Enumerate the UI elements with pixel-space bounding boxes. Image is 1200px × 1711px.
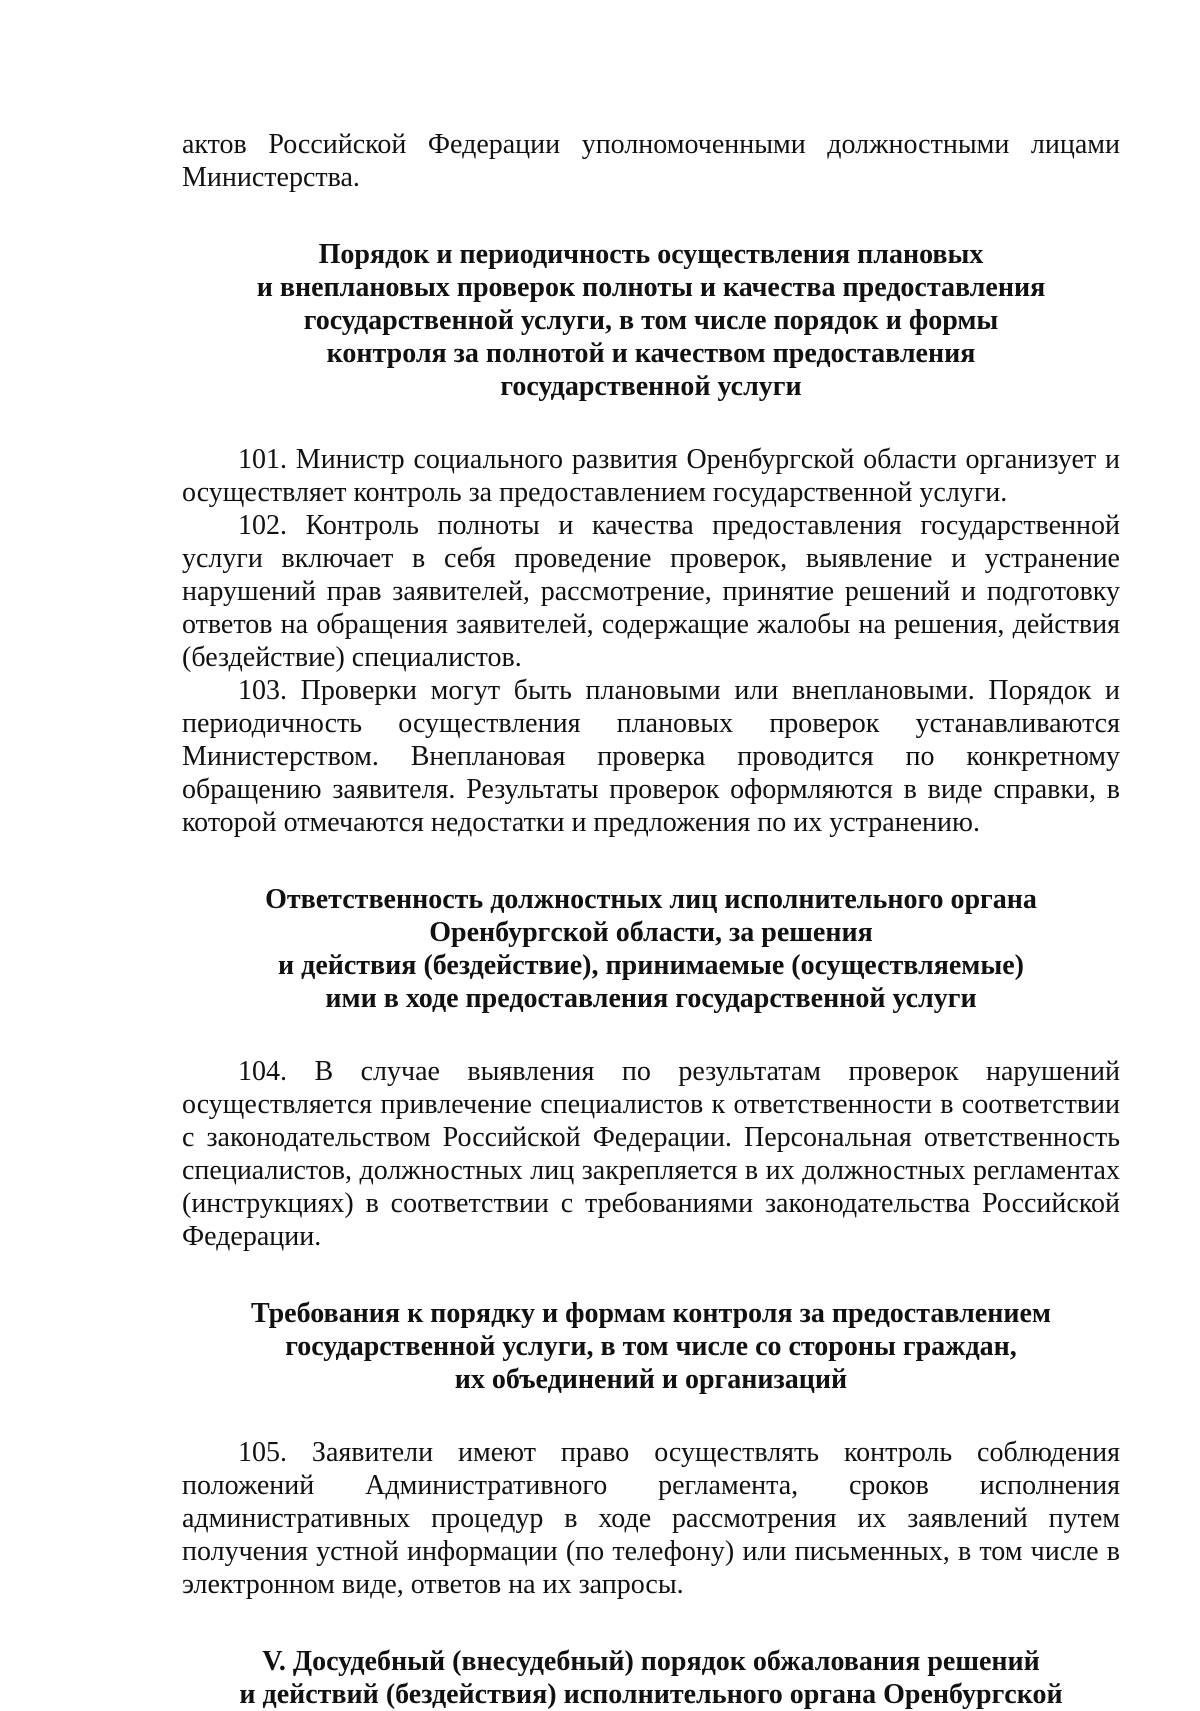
heading-line: государственной услуги bbox=[500, 371, 802, 402]
paragraph-105: 105. Заявители имеют право осуществлять контроль соблюдения положений Административного регламента, сроков исполнения административных процедур в ходе рассмотрения их заявлений путем получения устной информации (по телефону) или письменных, в том числе в электронном виде, ответов на их запросы. bbox=[182, 1437, 1120, 1600]
heading-line: государственной услуги, в том числе со стороны граждан, bbox=[285, 1331, 1017, 1362]
heading-line: V. Досудебный (внесудебный) порядок обжалования решений bbox=[262, 1646, 1040, 1677]
section-heading-control-requirements bbox=[182, 1297, 1120, 1396]
heading-line: и действий (бездействия) исполнительного органа Оренбургской bbox=[239, 1679, 1063, 1710]
paragraph-102: 102. Контроль полноты и качества предоставления государственной услуги включает в себя проведение проверок, выявление и устранение нарушений прав заявителей, рассмотрение, принятие решений и подготовку ответов на обращения заявителей, содержащие жалобы на решения, действия (бездействие) специалистов. bbox=[182, 510, 1120, 673]
heading-line: ими в ходе предоставления государственной услуги bbox=[325, 983, 977, 1014]
document-body bbox=[182, 128, 1120, 1711]
intro-paragraph: актов Российской Федерации уполномоченными должностными лицами Министерства. bbox=[182, 129, 1120, 193]
section-heading-inspections bbox=[182, 238, 1120, 403]
paragraph-104: 104. В случае выявления по результатам проверок нарушений осуществляется привлечение специалистов к ответственности в соответствии с законодательством Российской Федерации. Персональная ответственность специалистов, должностных лиц закрепляется в их должностных регламентах (инструкциях) в соответствии с требованиями законодательства Российской Федерации. bbox=[182, 1056, 1120, 1252]
heading-line: Требования к порядку и формам контроля за предоставлением bbox=[251, 1298, 1051, 1329]
paragraph-103: 103. Проверки могут быть плановыми или внеплановыми. Порядок и периодичность осуществления плановых проверок устанавливаются Министерством. Внеплановая проверка проводится по конкретному обращению заявителя. Результаты проверок оформляются в виде справки, в которой отмечаются недостатки и предложения по их устранению. bbox=[182, 675, 1120, 838]
heading-line: и действия (бездействие), принимаемые (осуществляемые) bbox=[278, 950, 1024, 981]
heading-line: и внеплановых проверок полноты и качества предоставления bbox=[256, 272, 1046, 303]
heading-line: контроля за полнотой и качеством предоставления bbox=[326, 338, 976, 369]
heading-line: Порядок и периодичность осуществления плановых bbox=[318, 239, 984, 270]
section-heading-responsibility bbox=[182, 883, 1120, 1015]
heading-line: Оренбургской области, за решения bbox=[429, 917, 873, 948]
heading-line: их объединений и организаций bbox=[454, 1364, 848, 1395]
section-heading-appeal bbox=[182, 1645, 1120, 1711]
paragraph-101: 101. Министр социального развития Оренбургской области организует и осуществляет контроль за предоставлением государственной услуги. bbox=[182, 444, 1120, 508]
heading-line: Ответственность должностных лиц исполнительного органа bbox=[265, 884, 1037, 915]
heading-line: государственной услуги, в том числе порядок и формы bbox=[303, 305, 999, 336]
